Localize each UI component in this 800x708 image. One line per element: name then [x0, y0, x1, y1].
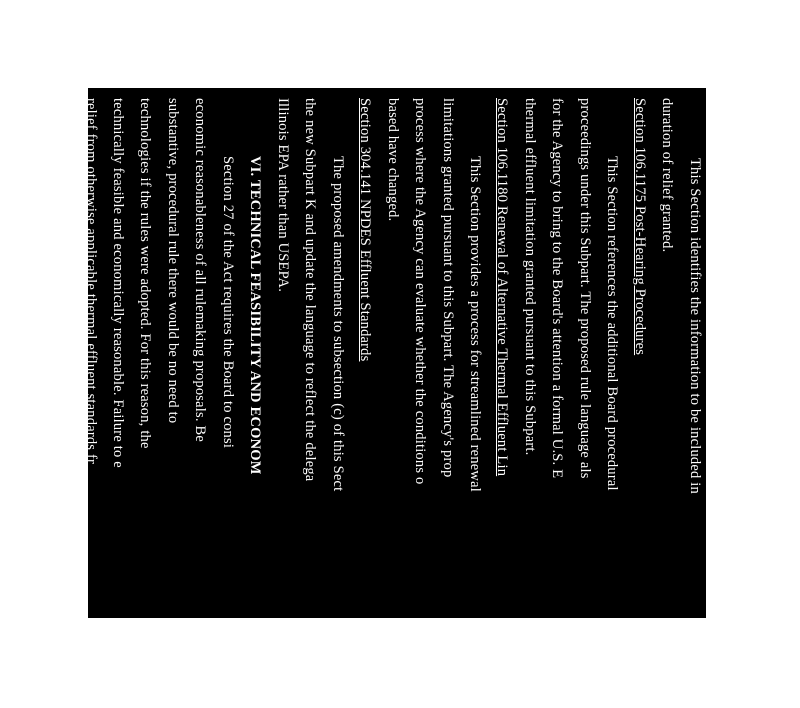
section-heading: Section 304.141 NPDES Effluent Standards — [357, 98, 373, 362]
text-line: limitations granted pursuant to this Subpart. The Agency's prop — [440, 98, 456, 478]
text-line: technically feasible and economically reasonable. Failure to e — [110, 98, 126, 468]
text-line: This Section references the additional Board procedural — [604, 156, 620, 491]
text-line: Illinois EPA rather than USEPA. — [275, 98, 291, 293]
text-line: This Section provides a process for streamlined renewal — [467, 156, 483, 492]
scanned-page — [83, 88, 706, 618]
text-line: The proposed amendments to subsection (c) of this Sect — [330, 156, 346, 492]
text-line: based have changed. — [385, 98, 401, 222]
chapter-heading: VI. TECHNICAL FEASIBILITY AND ECONOM — [247, 156, 263, 475]
text-line: for the Agency to bring to the Board's attention a formal U.S. E — [549, 98, 565, 479]
page-text — [83, 88, 706, 708]
section-heading: Section 106.1175 Post-Hearing Procedures — [632, 98, 648, 356]
text-line: economic reasonableness of all rulemaking proposals. Be — [192, 98, 208, 442]
text-line: the new Subpart K and update the language to reflect the delega — [302, 98, 318, 482]
text-line: substantive, procedural rule there would be no need to — [165, 98, 181, 424]
section-heading: Section 106.1180 Renewal of Alternative Thermal Effluent Lin — [494, 98, 510, 477]
text-line: proceedings under this Subpart. The proposed rule language als — [577, 98, 593, 479]
text-line: duration of relief granted. — [659, 98, 675, 253]
text-line: This Section identifies the information to be included in — [687, 158, 703, 494]
text-line: Section 27 of the Act requires the Board to consi — [220, 156, 236, 449]
text-line: relief from otherwise applicable thermal effluent standards fr — [83, 98, 99, 465]
text-line: technologies if the rules were adopted. For this reason, the — [137, 98, 153, 449]
text-line: process where the Agency can evaluate whether the conditions o — [412, 98, 428, 485]
text-line: thermal effluent limitation granted pursuant to this Subpart. — [522, 98, 538, 456]
